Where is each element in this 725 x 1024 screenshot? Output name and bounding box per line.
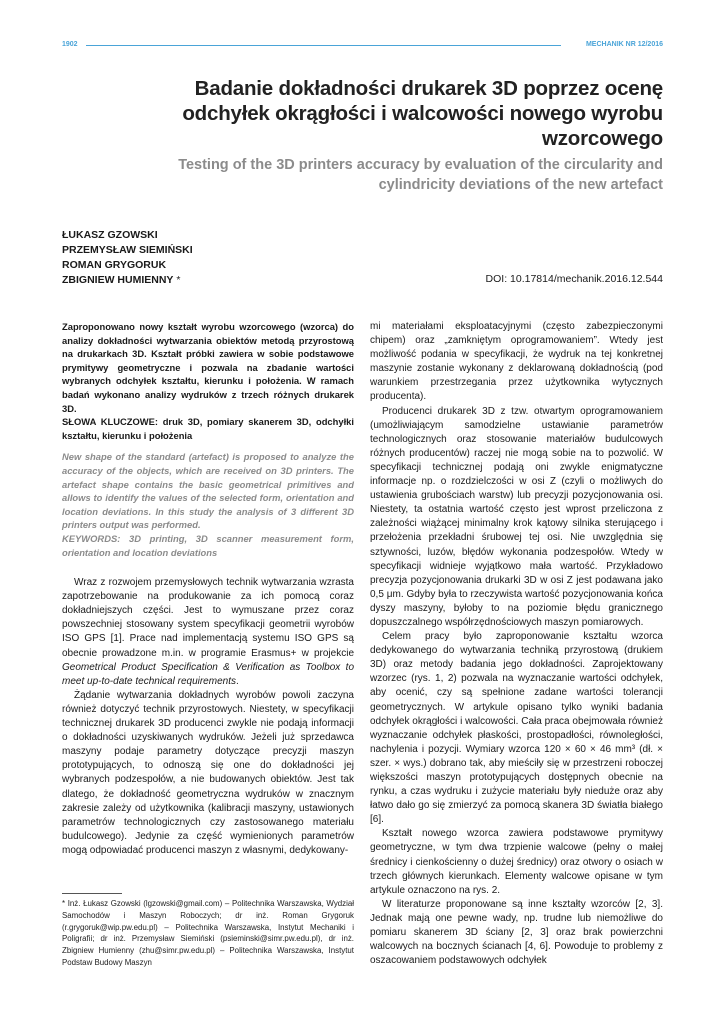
paragraph: mi materiałami eksploatacyjnymi (często zabezpieczonymi chipem) oraz „zamkniętym oprogramowaniem”. Wtedy jest możliwość podania w specyfikacji, że wydruk na tej konkretnej maszynie zostanie wykonany z deklarowaną dokładnością (pod warunkiem przestrzegania przez użytkownika wytycznych producenta). (370, 321, 663, 403)
author-footnote-mark: * (173, 274, 181, 286)
page-header (62, 41, 663, 53)
abstract-english: New shape of the standard (artefact) is proposed to analyze the accuracy of the objects, which are received on 3D printers. The artefact shape contains the basic geometrical primitives and allows to identify the values of the selected form, orientation and location deviations. In this study the analysis of 3 different 3D printers output was performed. KEYWORDS: 3D printing, 3D scanner measurement form, orientation and location deviations (62, 451, 354, 558)
keywords-english: KEYWORDS: 3D printing, 3D scanner measurement form, orientation and location deviations (62, 532, 354, 558)
keywords-polish: SŁOWA KLUCZOWE: druk 3D, pomiary skanerem 3D, odchyłki kształtu, kierunku i położenia (62, 416, 354, 441)
page-number: 1902 (62, 41, 78, 48)
right-column (370, 320, 663, 968)
paragraph: Wraz z rozwojem przemysłowych technik wytwarzania wzrasta zapotrzebowanie na produkowanie za ich pomocą coraz dokładniejszych części. Jest to wymuszane przez coraz powszechniej stosowany system specyfikacji geometrii wyrobów ISO GPS [1]. Prace nad implementacją systemu ISO GPS są obecnie prowadzone m.in. w programie Erasmus+ w projekcie Geometrical Product Specification & Verification as Toolbox to meet up-to-date technical requirements. (62, 577, 354, 687)
author-name: ZBIGNIEW HUMIENNY * (62, 274, 181, 286)
author-name: ROMAN GRYGORUK (62, 259, 167, 271)
paragraph: Żądanie wytwarzania dokładnych wyrobów powoli zaczyna również dotyczyć technik przyrostowych. Niestety, w specyfikacji technicznej drukarek 3D producenci zwykle nie podają informacji o dokładności uzyskiwanych wydruków. Jeżeli już sprzedawca maszyny podaje parametry dotyczące precyzji maszyn prototypujących, to odnoszą się one do dokładności jej wybranych podzespołów, a nie budowanych obiektów. Jest tak dlatego, że dokładność geometryczna wydruków w znacznym zakresie zależy od użytkownika (kalibracji maszyny, ustawionych parametrów technologicznych czy zastosowanego materiału budulcowego). Jedynie za część wymienionych parametrów mogą odpowiadać producenci maszyn z własnymi, dedykowany- (62, 689, 354, 856)
article-title: Badanie dokładności drukarek 3D poprzez ocenę odchyłek okrągłości i walcowości nowego wyrobu wzorcowego (182, 77, 663, 150)
author-affiliations-footnote: * Inż. Łukasz Gzowski (lgzowski@gmail.com) – Politechnika Warszawska, Wydział Samochodów i Maszyn Roboczych; dr inż. Roman Grygoruk (r.grygoruk@wip.pw.edu.pl) – Politechnika Warszawska, Instytut Mechaniki i Poligrafii; dr inż. Przemysław Siemiński (psieminski@simr.pw.edu.pl), dr inż. Zbigniew Humienny (zhu@simr.pw.edu.pl) – Politechnika Warszawska, Instytut Podstaw Budowy Maszyn (62, 899, 354, 967)
article-title-english: Testing of the 3D printers accuracy by evaluation of the circularity and cylindricity deviations of the new artefact (178, 157, 663, 193)
author-name: PRZEMYSŁAW SIEMIŃSKI (62, 244, 193, 256)
author-name: ŁUKASZ GZOWSKI (62, 229, 158, 241)
paragraph: Kształt nowego wzorca zawiera podstawowe prymitywy geometryczne, w tym dwa trzpienie walcowe (pełny o małej średnicy i cienkościenny o dużej średnicy) oraz otwory o osiach w trzech głównych kierunkach. Elementy walcowe opisane w tym artykule oznaczono na rys. 2. (370, 828, 663, 896)
journal-issue: MECHANIK NR 12/2016 (585, 41, 663, 48)
paragraph: Celem pracy było zaproponowanie kształtu wzorca dedykowanego do wytwarzania techniką przyrostową (drukiem 3D) oraz metody badania jego dokładności. Zaprojektowany wzorzec (rys. 1, 2) pozwala na wyznaczanie wartości odchyłek, aby ocenić, czy są spełnione zadane wartości tolerancji geometrycznych. W artykule opisano tylko wyniki badania odchyłek okrągłości i walcowości. Cała praca obejmowała również wyznaczanie odchyłek płaskości, prostopadłości, równoległości, nachylenia i pozycji. Wymiary wzorca 120 × 60 × 46 mm³ (dł. × szer. × wys.) dobrano tak, aby mieściły się w przestrzeni roboczej większości maszyn prototypujących dostępnych obecnie na rynku, a czas wydruku i zużycie materiału były nieduże oraz aby łatwo dało go się zmierzyć za pomocą skanera 3D światła białego [6]. (370, 631, 663, 826)
abstract-polish: Zaproponowano nowy kształt wyrobu wzorcowego (wzorca) do analizy dokładności wytwarzania obiektów metodą przyrostową na drukarkach 3D. Kształt próbki zawiera w sobie podstawowe prymitywy geometryczne i pozwala na zbadanie wartości wybranych odchyłek kształtu, kierunku i położenia. W ramach badań wykonano analizy wydruków z trzech różnych drukarek 3D. SŁOWA KLUCZOWE: druk 3D, pomiary skanerem 3D, odchyłki kształtu, kierunku i położenia (62, 321, 354, 441)
footnote-rule (62, 893, 122, 894)
left-column (62, 320, 354, 858)
doi: DOI: 10.17814/mechanik.2016.12.544 (485, 273, 663, 285)
paragraph: Producenci drukarek 3D z tzw. otwartym oprogramowaniem (umożliwiającym samodzielne ustawianie parametrów technologicznych oraz stosowanie materiałów budulcowych różnych producentów) raczej nie mogą sobie na to pozwolić. W specyfikacji technicznej podają oni zwykle enigmatyczne informacje np. o rozdzielczości w osi Z (czyli o możliwych do ustawienia grubościach warstw) lub precyzji pozycjonowania osi. Niestety, ta ostatnia wartość często jest wprost przeliczona z zależności wiążącej minimalny krok kątowy silnika sterującego i przełożenia przekładni śrubowej tej osi. Nie uwzględnia się sztywności, luzów, błędów wykonania podzespołów. Wtedy w specyfikacji widnieje wyjątkowo mała wartość. Przykładowo precyzja pozycjonowania drukarki 3D w osi Z jest podawana jako 0,5 μm. Gdyby była to rzeczywista wartość pozycjonowania końca dyszy maszyny, byłoby to na poziomie błędu granicznego dopuszczalnego współrzędnościowych maszyn pomiarowych. (370, 405, 663, 628)
paragraph: W literaturze proponowane są inne kształty wzorców [2, 3]. Jednak mają one pewne wady, np. trudne lub niemożliwe do pomiaru skanerem 3D ściany [2, 3] oraz brak powierzchni walcowych na bocznych ścianach [4, 6]. Powoduje to problemy z oszacowaniem podstawowych odchyłek (370, 898, 663, 967)
header-rule (86, 45, 561, 46)
author-list (62, 228, 193, 288)
body-text-left (62, 576, 354, 858)
